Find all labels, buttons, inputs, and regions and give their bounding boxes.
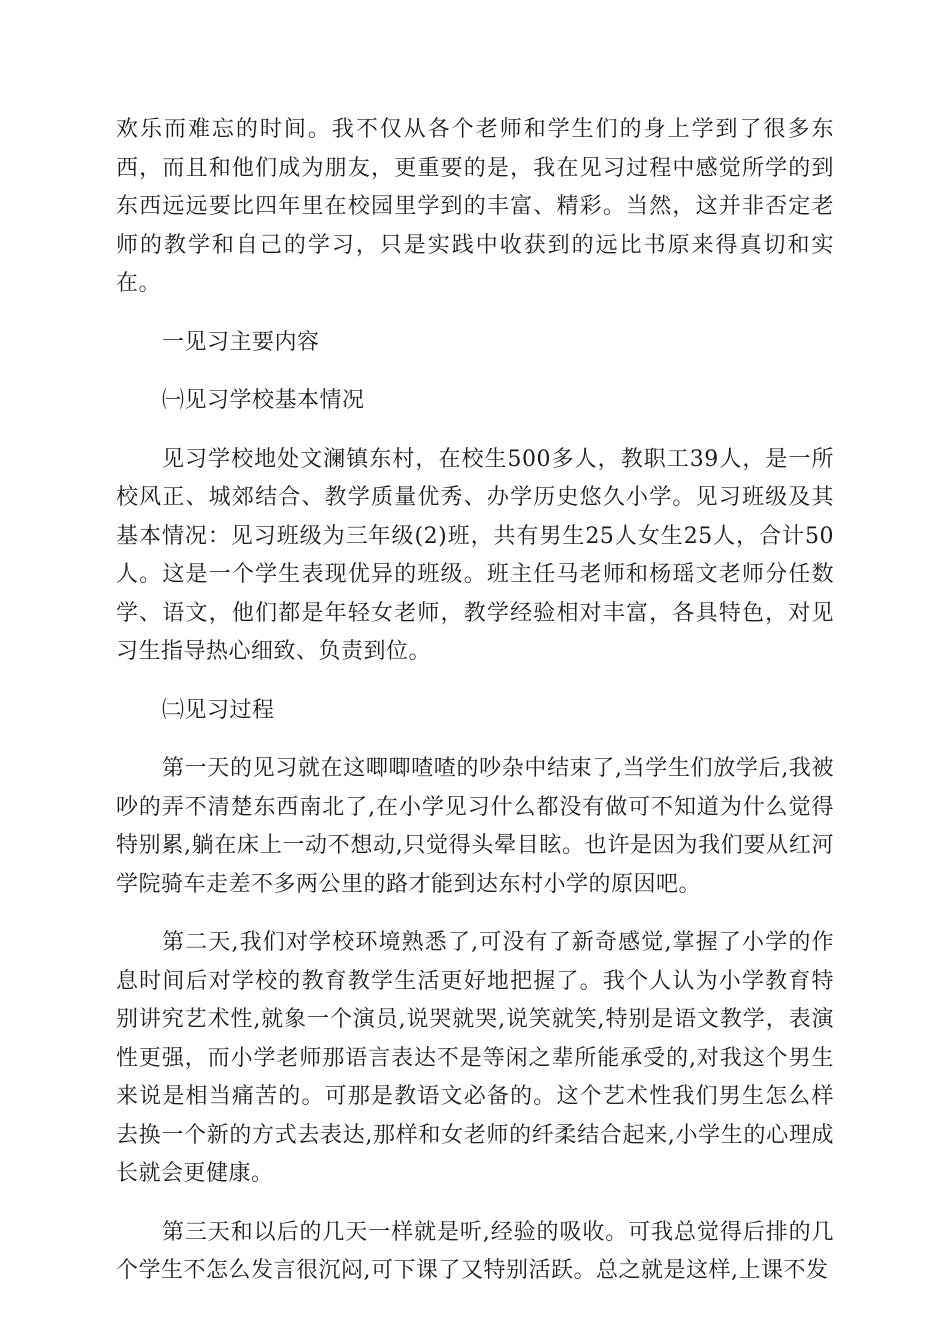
- document-body: [116, 111, 834, 1311]
- section-heading-main-content: 一见习主要内容: [162, 329, 320, 355]
- paragraph-day-three: 第三天和以后的几天一样就是听,经验的吸收。可我总觉得后排的几个学生不怎么发言很沉闷,可下课了又特别活跃。总之就是这样,上课不发: [116, 1219, 834, 1283]
- paragraph-day-two: 第二天,我们对学校环境熟悉了,可没有了新奇感觉,掌握了小学的作息时间后对学校的教育教学生活更好地把握了。我个人认为小学教育特别讲究艺术性,就象一个演员,说哭就哭,说笑就笑,特别是语文教学，表演性更强，而小学老师那语言表达不是等闲之辈所能承受的,对我这个男生来说是相当痛苦的。可那是教语文必备的。这个艺术性我们男生怎么样去换一个新的方式去表达,那样和女老师的纤柔结合起来,小学生的心理成长就会更健康。: [116, 930, 834, 1186]
- paragraph-continued: 欢乐而难忘的时间。我不仅从各个老师和学生们的身上学到了很多东西，而且和他们成为朋友，更重要的是，我在见习过程中感觉所学的到东西远远要比四年里在校园里学到的丰富、精彩。当然，这并非否定老师的教学和自己的学习，只是实践中收获到的远比书原来得真切和实在。: [116, 117, 834, 296]
- paragraph-day-one: 第一天的见习就在这唧唧喳喳的吵杂中结束了,当学生们放学后,我被吵的弄不清楚东西南北了,在小学见习什么都没有做可不知道为什么觉得特别累,躺在床上一动不想动,只觉得头晕目眩。也许是因为我们要从红河学院骑车走差不多两公里的路才能到达东村小学的原因吧。: [116, 756, 834, 897]
- subsection-heading-process: ㈡见习过程: [162, 697, 275, 723]
- subsection-heading-school-info: ㈠见习学校基本情况: [162, 388, 365, 413]
- paragraph-school-info: 见习学校地处文澜镇东村，在校生500多人，教职工39人，是一所校风正、城郊结合、教学质量优秀、办学历史悠久小学。见习班级及其基本情况：见习班级为三年级(2)班，共有男生25人女生25人，合计50人。这是一个学生表现优异的班级。班主任马老师和杨瑶文老师分任数学、语文，他们都是年轻女老师，教学经验相对丰富，各具特色，对见习生指导热心细致、负责到位。: [116, 446, 834, 664]
